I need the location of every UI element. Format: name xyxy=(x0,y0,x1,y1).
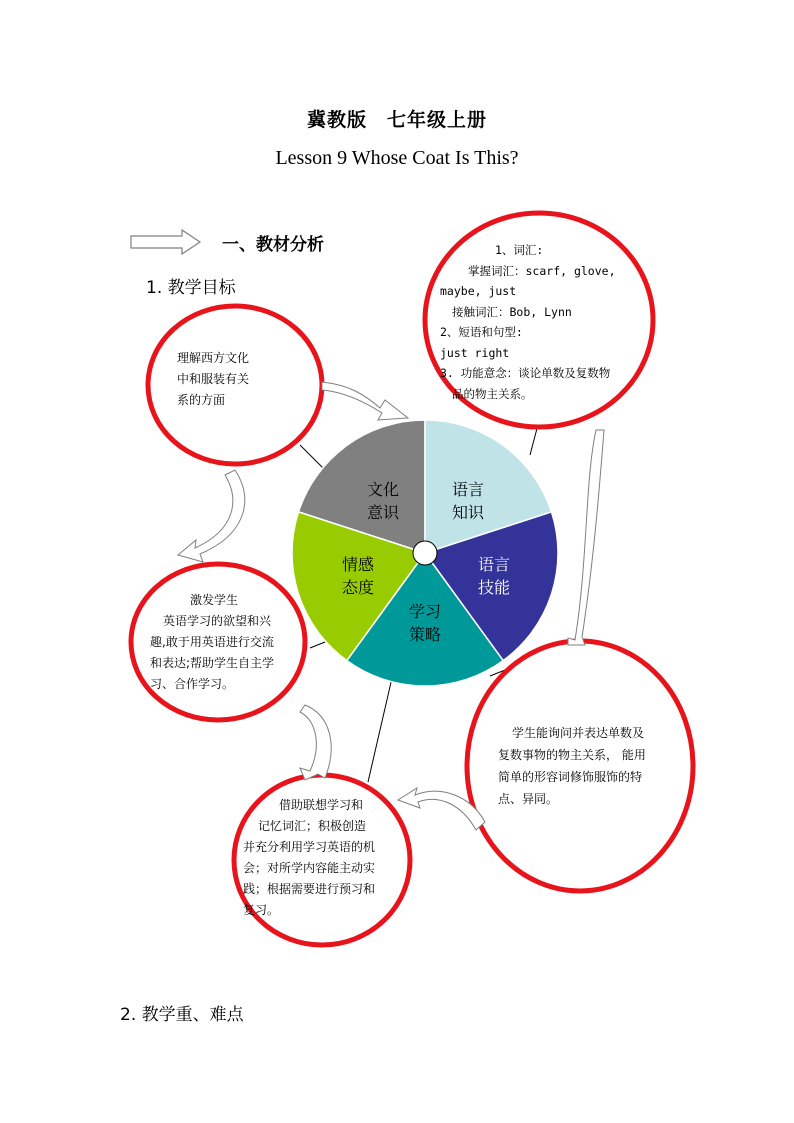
segment-label-strategy: 学习 策略 xyxy=(408,602,441,644)
section-heading: 一、教材分析 xyxy=(222,235,324,255)
bubble-strategy-text: 借助联想学习和 记忆词汇；积极创造 并充分利用学习英语的机 会；对所学内容能主动实 践；根据需要进行预习和 复习。 xyxy=(243,798,376,917)
right-arrow-icon xyxy=(131,230,200,254)
curved-arrow-icon xyxy=(568,430,604,645)
pie-center-hole xyxy=(413,541,437,565)
curved-arrow-icon xyxy=(300,705,331,780)
segment-label-attitude: 情感 态度 xyxy=(341,555,374,597)
bubble-culture-text: 理解西方文化 中和服装有关 系的方面 xyxy=(177,351,250,407)
lesson-title: Lesson 9 Whose Coat Is This? xyxy=(275,147,519,169)
connector-line xyxy=(300,445,325,470)
curved-arrow-icon xyxy=(178,470,245,562)
segment-label-skills: 语言 技能 xyxy=(477,555,510,597)
subsection-heading: 1. 教学目标 xyxy=(146,278,236,298)
segment-label-knowledge: 语言 知识 xyxy=(451,480,484,522)
bubble-skills-text: 学生能询问并表达单数及 复数事物的物主关系， 能用 简单的形容词修饰服饰的特 点、异同。 xyxy=(498,726,646,806)
curved-arrow-icon xyxy=(322,382,408,420)
subsection-heading: 2. 教学重、难点 xyxy=(120,1005,244,1025)
segment-label-culture: 文化 意识 xyxy=(366,480,399,522)
document-title: 冀教版 七年级上册 xyxy=(306,109,487,131)
connector-line xyxy=(368,665,395,782)
bubble-knowledge-text: 1、词汇: 掌握词汇：scarf, glove, maybe, just 接触词汇：Bob, Lynn 2、短语和句型: just right 3. 功能意念：谈论单数及复数物 品的物主关系。 xyxy=(440,243,616,401)
bubble-attitude-text: 激发学生 英语学习的欲望和兴 趣,敢于用英语进行交流 和表达;帮助学生自主学 习、合作学习。 xyxy=(150,593,275,691)
